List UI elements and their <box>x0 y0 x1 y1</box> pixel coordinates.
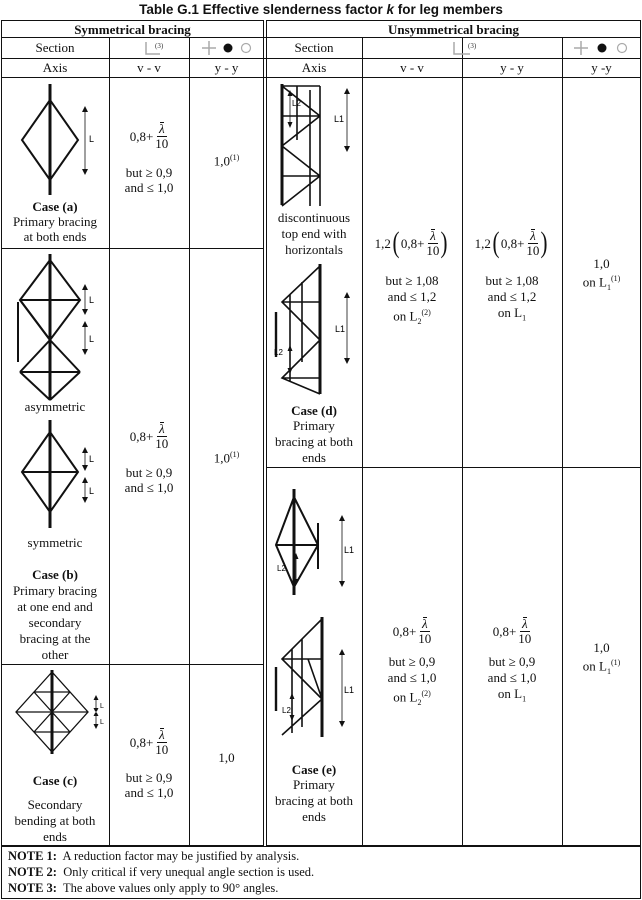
angle-section-icon <box>140 40 170 56</box>
case-d-top-2: top end with <box>281 226 347 241</box>
case-e-vv-formula: 0,8 + $\frac{\lambda}{10}$ <box>392 616 432 646</box>
case-e-desc-2: bracing at both <box>275 793 353 808</box>
case-b-sym-diagram <box>10 418 105 530</box>
case-b-desc-1: Primary bracing <box>12 583 98 598</box>
case-b-desc-3: secondary <box>28 615 82 630</box>
svg-text:L: L <box>89 295 95 305</box>
case-a-desc-1: Primary bracing <box>12 214 98 229</box>
svg-text:L2: L2 <box>277 564 286 573</box>
case-e-top-diagram <box>272 487 360 597</box>
case-a-diagram <box>10 82 105 197</box>
case-e-yy-on: on $L_1$ <box>497 686 527 704</box>
case-c-title: Case (c) <box>32 773 78 788</box>
axis-yy2-unsym: y -y <box>591 60 612 75</box>
case-d-vv-but: but ≥ 1,08 <box>385 273 439 288</box>
case-c-desc-2: bending at both <box>14 813 96 828</box>
axis-vv: v - v <box>137 60 161 75</box>
table-title <box>0 2 642 17</box>
sym-heading: Symmetrical bracing <box>74 22 191 37</box>
case-e-desc-3: ends <box>302 809 326 824</box>
cross-round-sections-icon <box>198 40 258 56</box>
note-1: NOTE 1: A reduction factor may be justified by analysis. <box>8 849 300 863</box>
case-b-asym-diagram <box>10 252 105 402</box>
case-e-yy-formula: 0,8 + $\frac{\lambda}{10}$ <box>492 616 532 646</box>
case-a-yy: 1,0$^{(1)}$ <box>213 153 240 169</box>
case-b-asym-label: asymmetric <box>24 399 86 414</box>
section-label: Section <box>35 40 75 55</box>
svg-text:L: L <box>89 486 95 496</box>
svg-text:L1: L1 <box>334 114 345 124</box>
case-e-title: Case (e) <box>291 762 337 777</box>
case-e-vv-on: on $L_2^{(2)}$ <box>393 689 431 707</box>
case-a-formula: 0,8 + $\frac{\lambda}{10}$ <box>129 121 169 151</box>
case-e-yy-and: and ≤ 1,0 <box>487 670 537 685</box>
case-a-length-label: L <box>89 134 95 144</box>
title-prefix: Table G.1 Effective slenderness factor <box>139 2 383 17</box>
case-d-desc-2: bracing at both <box>275 434 353 449</box>
case-d-bottom-diagram <box>272 262 360 397</box>
case-a-and: and ≤ 1,0 <box>124 180 174 195</box>
case-c-desc-1: Secondary <box>27 797 83 812</box>
case-a-but: but ≥ 0,9 <box>125 165 173 180</box>
case-d-desc-1: Primary <box>293 418 335 433</box>
section-label-unsym: Section <box>294 40 334 55</box>
note-2: NOTE 2: Only critical if very unequal angle section is used. <box>8 865 315 879</box>
svg-text:L2: L2 <box>274 348 283 357</box>
case-c-but: but ≥ 0,9 <box>125 770 173 785</box>
case-c-diagram <box>8 668 108 756</box>
axis-label: Axis <box>42 60 68 75</box>
case-c-yy: 1,0 <box>218 750 235 765</box>
case-b-yy: 1,0$^{(1)}$ <box>213 450 240 466</box>
cross-round-sections-icon-unsym <box>570 40 635 56</box>
svg-text:L: L <box>89 334 95 344</box>
svg-text:L: L <box>100 719 104 726</box>
case-b-and: and ≤ 1,0 <box>124 480 174 495</box>
section-note: (3) <box>155 42 164 50</box>
case-d-yy-formula: 1,2 ( 0,8 + $\frac{\lambda}{10}$ ) <box>474 226 548 259</box>
case-a-title: Case (a) <box>32 199 78 214</box>
case-d-vv-formula: 1,2 ( 0,8 + $\frac{\lambda}{10}$ ) <box>374 226 448 259</box>
case-d-vv-and: and ≤ 1,2 <box>387 289 437 304</box>
case-d-top-3: horizontals <box>285 242 343 257</box>
case-a-desc-2: at both ends <box>23 229 87 244</box>
case-b-desc-2: at one end and <box>17 599 93 614</box>
case-e-vv-but: but ≥ 0,9 <box>388 654 436 669</box>
case-e-yy-but: but ≥ 0,9 <box>488 654 536 669</box>
title-suffix: for leg members <box>397 2 503 17</box>
case-d-yy-and: and ≤ 1,2 <box>487 289 537 304</box>
angle-section-icon-unsym <box>448 40 478 56</box>
case-b-formula: 0,8 + $\frac{\lambda}{10}$ <box>129 421 169 451</box>
svg-text:L1: L1 <box>344 685 355 695</box>
case-b-sym-label: symmetric <box>27 535 83 550</box>
case-b-but: but ≥ 0,9 <box>125 465 173 480</box>
svg-text:L1: L1 <box>344 545 355 555</box>
case-c-desc-3: ends <box>43 829 67 844</box>
case-d-yy-but: but ≥ 1,08 <box>485 273 539 288</box>
case-d-yy2-on: on $L_1^{(1)}$ <box>582 274 621 292</box>
case-e-yy2-value: 1,0 <box>593 640 610 655</box>
unsym-heading: Unsymmetrical bracing <box>387 22 520 37</box>
case-d-top-1: discontinuous <box>277 210 351 225</box>
case-e-yy2-on: on $L_1^{(1)}$ <box>582 658 621 676</box>
case-d-top-diagram <box>272 80 360 210</box>
case-d-yy-on: on $L_1$ <box>497 305 527 323</box>
case-d-desc-3: ends <box>302 450 326 465</box>
section-note-unsym: (3) <box>468 42 477 50</box>
case-b-title: Case (b) <box>32 567 78 582</box>
note-3: NOTE 3: The above values only apply to 90° angles. <box>8 881 279 895</box>
svg-text:L1: L1 <box>335 324 346 334</box>
svg-text:L: L <box>100 703 104 710</box>
svg-text:L2: L2 <box>282 706 291 715</box>
case-e-desc-1: Primary <box>293 777 335 792</box>
svg-text:L2: L2 <box>292 99 301 108</box>
title-k: k <box>386 2 395 17</box>
case-d-vv-on: on $L_2^{(2)}$ <box>393 308 431 326</box>
case-e-vv-and: and ≤ 1,0 <box>387 670 437 685</box>
case-b-desc-4: bracing at the <box>19 631 91 646</box>
case-e-bottom-diagram <box>272 615 360 740</box>
svg-text:L: L <box>89 454 95 464</box>
case-d-title: Case (d) <box>291 403 337 418</box>
axis-label-unsym: Axis <box>301 60 327 75</box>
case-c-and: and ≤ 1,0 <box>124 785 174 800</box>
case-d-yy2-value: 1,0 <box>593 256 610 271</box>
axis-yy-unsym: y - y <box>500 60 524 75</box>
case-b-desc-5: other <box>41 647 69 662</box>
axis-vv-unsym: v - v <box>400 60 424 75</box>
axis-yy: y - y <box>214 60 239 75</box>
case-c-formula: 0,8 + $\frac{\lambda}{10}$ <box>129 727 169 757</box>
